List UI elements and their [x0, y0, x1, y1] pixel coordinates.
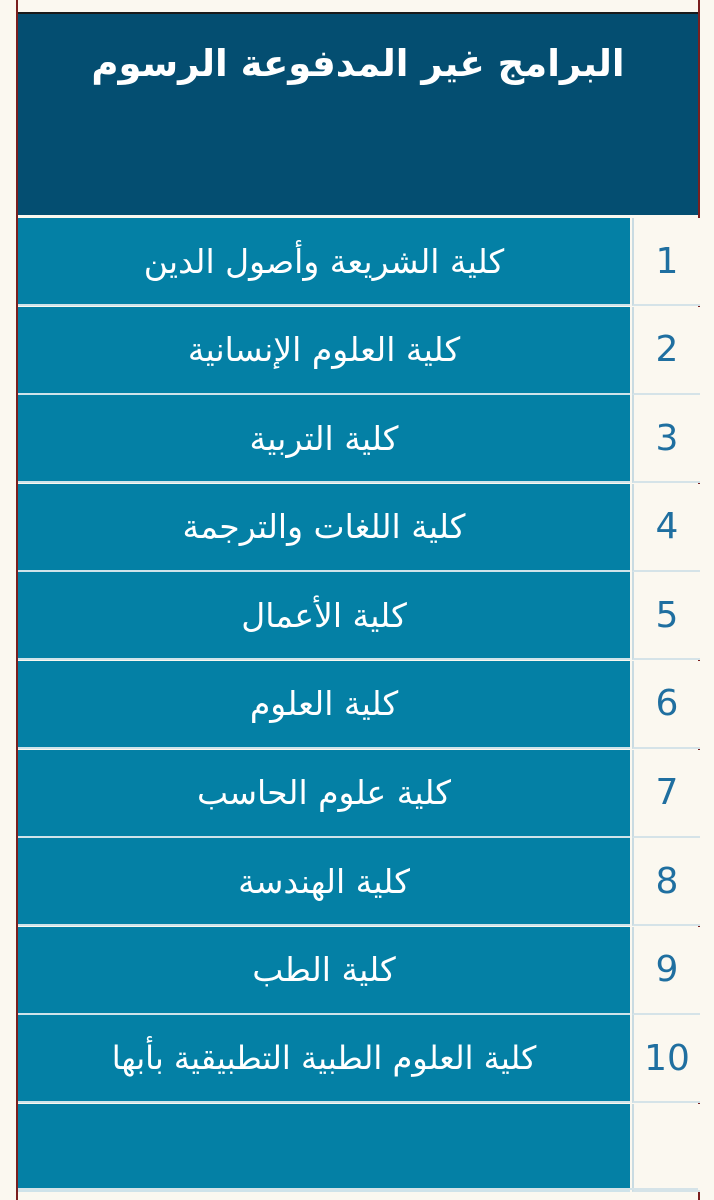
table-header — [18, 12, 698, 215]
table-row-empty — [18, 1104, 698, 1193]
table-row — [18, 307, 698, 396]
college-name-cell: كلية الأعمال — [18, 572, 630, 660]
college-name-cell: كلية العلوم الإنسانية — [18, 307, 630, 395]
college-name-cell: كلية التربية — [18, 395, 630, 483]
table-row — [18, 395, 698, 484]
row-number-cell: 10 — [632, 1015, 700, 1103]
programs-table — [18, 218, 698, 1193]
row-number-cell: 8 — [632, 838, 700, 926]
college-name-cell: كلية العلوم — [18, 661, 630, 749]
college-name-cell: كلية اللغات والترجمة — [18, 484, 630, 572]
table-row — [18, 927, 698, 1016]
table-row — [18, 218, 698, 307]
college-name-cell: كلية العلوم الطبية التطبيقية بأبها — [18, 1015, 630, 1103]
row-number-cell: 6 — [632, 661, 700, 749]
row-number-cell: 5 — [632, 572, 700, 660]
college-name-cell: كلية الطب — [18, 927, 630, 1015]
table-row — [18, 750, 698, 839]
table-row — [18, 484, 698, 573]
row-number-cell: 9 — [632, 927, 700, 1015]
table-row — [18, 661, 698, 750]
college-name-cell: كلية علوم الحاسب — [18, 750, 630, 838]
row-number-cell: 7 — [632, 750, 700, 838]
college-name-cell — [18, 1104, 630, 1192]
table-row — [18, 572, 698, 661]
left-border — [0, 0, 18, 1200]
college-name-cell: كلية الشريعة وأصول الدين — [18, 218, 630, 306]
table-row — [18, 1015, 698, 1104]
college-name-cell: كلية الهندسة — [18, 838, 630, 926]
row-number-cell: 1 — [632, 218, 700, 306]
row-number-cell: 2 — [632, 307, 700, 395]
row-number-cell: 4 — [632, 484, 700, 572]
right-border — [698, 0, 714, 1200]
table-bottom-line — [18, 1188, 698, 1190]
row-number-cell — [632, 1104, 700, 1192]
page-title: البرامج غير المدفوعة الرسوم — [91, 42, 625, 85]
row-number-cell: 3 — [632, 395, 700, 483]
table-row — [18, 838, 698, 927]
